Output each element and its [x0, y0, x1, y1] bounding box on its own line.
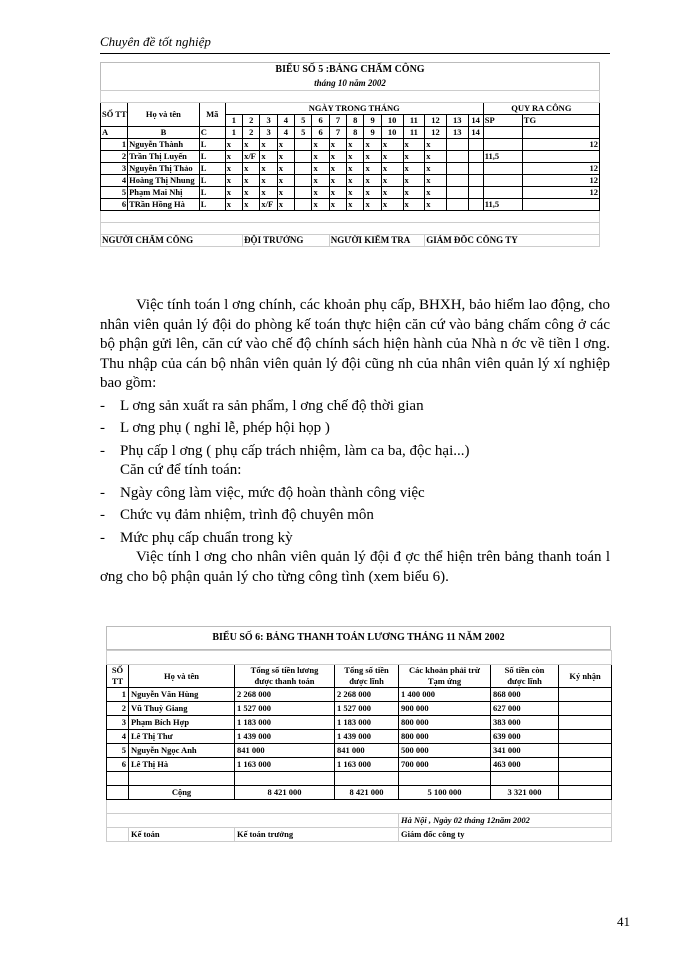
- sig-director: Giám đốc công ty: [399, 828, 612, 842]
- day-mark: x: [403, 163, 425, 175]
- day-mark: x: [225, 187, 242, 199]
- day-mark: [295, 163, 312, 175]
- empty-cell: [468, 175, 483, 187]
- table-row: [107, 744, 612, 758]
- row-signature: [559, 688, 612, 702]
- day-mark: x: [260, 151, 277, 163]
- row-total-received: 1 183 000: [335, 716, 399, 730]
- row-tg: 12: [522, 163, 599, 175]
- col-name-header: Họ và tên: [129, 665, 235, 688]
- day-header: 10: [381, 115, 403, 127]
- row-ma: L: [199, 187, 225, 199]
- day-mark: x: [364, 163, 381, 175]
- day-mark: x: [403, 175, 425, 187]
- sig-timekeeper: NGƯỜI CHẤM CÔNG: [101, 235, 243, 247]
- continuation-line: Căn cứ để tính toán:: [120, 462, 242, 478]
- row-stt: 5: [107, 744, 129, 758]
- day-label: 6: [312, 127, 329, 139]
- day-mark: x: [277, 175, 294, 187]
- table-row: [107, 730, 612, 744]
- total-row: [107, 786, 612, 800]
- day-mark: x: [347, 151, 364, 163]
- day-label: 7: [329, 127, 346, 139]
- paragraph-2: Việc tính l ơng cho nhân viên quản lý đội đ ợc thể hiện trên bảng thanh toán l ơng cho bộ phận quản lý cho từng công tình (xem biểu 6).: [100, 549, 610, 585]
- day-mark: x: [425, 199, 447, 211]
- row-total-received: 1 439 000: [335, 730, 399, 744]
- row-remaining: 868 000: [491, 688, 559, 702]
- col-ma-header: Mã: [199, 103, 225, 127]
- col-remaining-header: [491, 665, 559, 688]
- day-mark: x: [381, 199, 403, 211]
- total-received: 8 421 000: [335, 786, 399, 800]
- day-mark: x: [403, 187, 425, 199]
- payroll-table: [106, 626, 611, 842]
- day-mark: [295, 199, 312, 211]
- table-row: [107, 665, 612, 688]
- total-label: Cộng: [129, 786, 235, 800]
- sig-inspector: NGƯỜI KIỂM TRA: [329, 235, 424, 247]
- day-mark: x: [329, 151, 346, 163]
- row-total-salary: 1 439 000: [235, 730, 335, 744]
- row-tg: [522, 199, 599, 211]
- day-mark: x: [329, 163, 346, 175]
- row-name: TRần Hồng Hà: [128, 199, 200, 211]
- day-mark: x: [243, 163, 260, 175]
- bullet-item: [100, 419, 610, 439]
- day-mark: x: [260, 163, 277, 175]
- day-header: 12: [425, 115, 447, 127]
- bullet-text: Mức phụ cấp chuẩn trong kỳ: [120, 529, 293, 546]
- day-header: 7: [329, 115, 346, 127]
- bullet-text: L ơng phụ ( nghỉ lễ, phép hội họp ): [120, 420, 330, 436]
- row-stt: 2: [101, 151, 128, 163]
- day-label: 2: [243, 127, 260, 139]
- attendance-grid: [100, 90, 600, 247]
- day-mark: x: [277, 139, 294, 151]
- day-mark: x: [260, 187, 277, 199]
- day-label: 13: [446, 127, 468, 139]
- table-row: [101, 151, 600, 163]
- day-mark: x: [364, 175, 381, 187]
- table-row: [107, 800, 612, 814]
- day-label: 11: [403, 127, 425, 139]
- row-remaining: 463 000: [491, 758, 559, 772]
- day-mark: x: [243, 139, 260, 151]
- day-mark: x: [312, 187, 329, 199]
- table-row: [101, 211, 600, 223]
- day-mark: x: [277, 163, 294, 175]
- col-total-received-header: [335, 665, 399, 688]
- row-ma: L: [199, 199, 225, 211]
- row-ma: L: [199, 163, 225, 175]
- row-signature: [559, 744, 612, 758]
- table-row: [107, 688, 612, 702]
- day-mark: x: [425, 175, 447, 187]
- document-date: Hà Nội , Ngày 02 tháng 12năm 2002: [399, 814, 612, 828]
- row-total-salary: 1 527 000: [235, 702, 335, 716]
- header-text: được lĩnh: [349, 676, 384, 686]
- paragraph-1: Việc tính toán l ơng chính, các khoản phụ cấp, BHXH, bảo hiểm lao động, cho nhân viên quản lý đội do phòng kế toán thực hiện căn cứ vào bảng chấm công ở các bộ phận gửi lên, căn cứ vào chế độ chính sách hiện hành của Nhà n ớc về tiền l ơng. Thu nhập của cán bộ nhân viên quản lý đội cũng nh của nhân viên quản lý xí nghiệp bao gồm:: [100, 297, 610, 391]
- row-deductions: 800 000: [399, 716, 491, 730]
- table-row: [101, 91, 600, 103]
- row-remaining: 639 000: [491, 730, 559, 744]
- row-signature: [559, 730, 612, 744]
- col-tg-header: TG: [522, 115, 599, 127]
- row-tg: [522, 151, 599, 163]
- col-total-salary-header: [235, 665, 335, 688]
- table-row: [101, 103, 600, 115]
- day-header: 9: [364, 115, 381, 127]
- label-c: C: [199, 127, 225, 139]
- row-remaining: 627 000: [491, 702, 559, 716]
- row-ma: L: [199, 151, 225, 163]
- row-name: Lê Thị Thư: [129, 730, 235, 744]
- row-sp: [483, 139, 522, 151]
- bullet-text: Ngày công làm việc, mức độ hoàn thành công việc: [120, 484, 425, 501]
- sig-team-leader: ĐỘI TRƯỞNG: [243, 235, 330, 247]
- body-text: [100, 296, 610, 587]
- empty-cell: [468, 199, 483, 211]
- row-stt: 3: [107, 716, 129, 730]
- table-row: [107, 702, 612, 716]
- day-mark: x: [312, 199, 329, 211]
- day-mark: x/F: [243, 151, 260, 163]
- table-row: [107, 716, 612, 730]
- day-label: 4: [277, 127, 294, 139]
- row-deductions: 500 000: [399, 744, 491, 758]
- bullet-text: L ơng sản xuất ra sản phẩm, l ơng chế độ thời gian: [120, 397, 424, 414]
- day-mark: x: [425, 187, 447, 199]
- row-total-salary: 2 268 000: [235, 688, 335, 702]
- bullet-dash: -: [100, 529, 105, 546]
- bullet-item: [100, 442, 610, 462]
- day-mark: x: [381, 163, 403, 175]
- empty-cell: [446, 151, 468, 163]
- col-days-header: NGÀY TRONG THÁNG: [225, 103, 483, 115]
- label-a: A: [101, 127, 128, 139]
- sig-director: GIÁM ĐỐC CÔNG TY: [425, 235, 600, 247]
- empty-cell: [522, 127, 599, 139]
- total-deductions: 5 100 000: [399, 786, 491, 800]
- day-header: 2: [243, 115, 260, 127]
- page-header: [100, 34, 610, 54]
- row-deductions: 700 000: [399, 758, 491, 772]
- day-mark: x: [364, 139, 381, 151]
- row-tg: 12: [522, 187, 599, 199]
- row-total-received: 1 527 000: [335, 702, 399, 716]
- row-deductions: 800 000: [399, 730, 491, 744]
- table-row: [101, 187, 600, 199]
- day-mark: x: [381, 187, 403, 199]
- day-mark: x: [364, 151, 381, 163]
- row-deductions: 900 000: [399, 702, 491, 716]
- bullet-dash: -: [100, 507, 105, 523]
- row-sp: [483, 175, 522, 187]
- day-label: 3: [260, 127, 277, 139]
- day-mark: x: [347, 175, 364, 187]
- day-mark: x: [347, 199, 364, 211]
- day-mark: x: [364, 187, 381, 199]
- row-sp: 11,5: [483, 199, 522, 211]
- day-header: 5: [295, 115, 312, 127]
- row-stt: 3: [101, 163, 128, 175]
- day-label: 9: [364, 127, 381, 139]
- day-mark: x: [329, 175, 346, 187]
- empty-cell: [468, 163, 483, 175]
- bullet-dash: -: [100, 420, 105, 436]
- col-signature-header: Ký nhận: [559, 665, 612, 688]
- row-total-received: 841 000: [335, 744, 399, 758]
- bullet-item: [100, 506, 610, 526]
- day-mark: x: [403, 151, 425, 163]
- empty-cell: [483, 127, 522, 139]
- row-total-received: 1 163 000: [335, 758, 399, 772]
- day-mark: x: [243, 175, 260, 187]
- day-label: 8: [347, 127, 364, 139]
- day-mark: x: [347, 187, 364, 199]
- date-row: [107, 814, 612, 828]
- day-mark: x: [364, 199, 381, 211]
- bullet-text: Chức vụ đảm nhiệm, trình độ chuyên môn: [120, 507, 374, 523]
- row-remaining: 383 000: [491, 716, 559, 730]
- table-row: [101, 163, 600, 175]
- day-mark: x: [312, 139, 329, 151]
- day-mark: x: [225, 175, 242, 187]
- row-tg: 12: [522, 175, 599, 187]
- row-name: Nguyễn Văn Hùng: [129, 688, 235, 702]
- row-name: Phạm Mai Nhị: [128, 187, 200, 199]
- bullet-item: [100, 397, 610, 417]
- total-remaining: 3 321 000: [491, 786, 559, 800]
- table-row: [101, 223, 600, 235]
- day-header: 13: [446, 115, 468, 127]
- bullet-text: Phụ cấp l ơng ( phụ cấp trách nhiệm, làm ca ba, độc hại...): [120, 442, 470, 459]
- col-stt-header: [107, 665, 129, 688]
- empty-cell: [468, 151, 483, 163]
- row-stt: 2: [107, 702, 129, 716]
- bullet-dash: -: [100, 484, 105, 501]
- col-deductions-header: [399, 665, 491, 688]
- attendance-table-subtitle: tháng 10 năm 2002: [100, 77, 600, 90]
- row-stt: 6: [107, 758, 129, 772]
- col-stt-header: SỐ TT: [101, 103, 128, 127]
- row-total-salary: 1 163 000: [235, 758, 335, 772]
- empty-cell: [446, 163, 468, 175]
- row-name: Vũ Thuỳ Giang: [129, 702, 235, 716]
- table-row: [101, 199, 600, 211]
- day-mark: x: [329, 139, 346, 151]
- total-salary: 8 421 000: [235, 786, 335, 800]
- day-mark: x: [425, 139, 447, 151]
- row-signature: [559, 702, 612, 716]
- bullet-item: [100, 529, 610, 549]
- col-name-header: Họ và tên: [128, 103, 200, 127]
- row-sp: [483, 163, 522, 175]
- day-mark: x: [260, 139, 277, 151]
- row-total-received: 2 268 000: [335, 688, 399, 702]
- day-label: 1: [225, 127, 242, 139]
- row-name: Trần Thị Luyến: [128, 151, 200, 163]
- day-mark: [295, 175, 312, 187]
- row-stt: 5: [101, 187, 128, 199]
- bullet-item: [100, 484, 610, 504]
- sig-chief-accountant: Kế toán trưởng: [235, 828, 399, 842]
- label-b: B: [128, 127, 200, 139]
- day-mark: [295, 151, 312, 163]
- row-name: Nguyễn Ngọc Anh: [129, 744, 235, 758]
- row-tg: 12: [522, 139, 599, 151]
- attendance-table-title: BIỂU SỐ 5 :BẢNG CHẤM CÔNG: [100, 62, 600, 77]
- empty-cell: [446, 187, 468, 199]
- table-row: [101, 175, 600, 187]
- day-label: 12: [425, 127, 447, 139]
- day-header: 6: [312, 115, 329, 127]
- row-sp: [483, 187, 522, 199]
- signature-row: [107, 828, 612, 842]
- row-stt: 1: [107, 688, 129, 702]
- day-mark: x: [277, 151, 294, 163]
- day-mark: x: [425, 163, 447, 175]
- header-text: SỐ: [111, 665, 124, 675]
- day-mark: [295, 139, 312, 151]
- day-mark: x: [277, 199, 294, 211]
- header-text: Tạm ứng: [427, 676, 462, 686]
- day-header: 3: [260, 115, 277, 127]
- header-text: Số tiền còn: [504, 665, 545, 675]
- table-row: [101, 127, 600, 139]
- page-number: 41: [617, 914, 630, 929]
- day-mark: x: [381, 151, 403, 163]
- row-total-salary: 1 183 000: [235, 716, 335, 730]
- bullet-dash: -: [100, 397, 105, 414]
- day-mark: x: [381, 175, 403, 187]
- day-mark: x: [329, 187, 346, 199]
- row-stt: 1: [101, 139, 128, 151]
- day-header: 8: [347, 115, 364, 127]
- row-name: Nguyễn Thị Thảo: [128, 163, 200, 175]
- day-mark: x: [381, 139, 403, 151]
- payroll-grid: [106, 650, 612, 842]
- header-text: Tổng số tiền lương: [250, 665, 319, 675]
- header-text: Các khoản phải trừ: [409, 665, 480, 675]
- day-mark: x: [225, 163, 242, 175]
- row-deductions: 1 400 000: [399, 688, 491, 702]
- day-label: 5: [295, 127, 312, 139]
- header-text: Tổng số tiền: [344, 665, 389, 675]
- header-title: Chuyên đề tốt nghiệp: [100, 34, 211, 49]
- empty-cell: [446, 175, 468, 187]
- day-mark: x: [312, 175, 329, 187]
- row-ma: L: [199, 139, 225, 151]
- day-mark: x: [312, 163, 329, 175]
- row-stt: 4: [101, 175, 128, 187]
- day-mark: x: [425, 151, 447, 163]
- empty-cell: [446, 199, 468, 211]
- row-name: Lê Thị Hà: [129, 758, 235, 772]
- empty-cell: [468, 187, 483, 199]
- day-header: 11: [403, 115, 425, 127]
- row-remaining: 341 000: [491, 744, 559, 758]
- row-stt: 6: [101, 199, 128, 211]
- col-quyra-header: QUY RA CÔNG: [483, 103, 599, 115]
- row-ma: L: [199, 175, 225, 187]
- day-mark: x: [312, 151, 329, 163]
- attendance-table: [100, 62, 600, 247]
- day-mark: x: [225, 199, 242, 211]
- payroll-table-title: BIỂU SỐ 6: BẢNG THANH TOÁN LƯƠNG THÁNG 11 NĂM 2002: [106, 626, 611, 650]
- day-mark: x: [260, 175, 277, 187]
- day-mark: x: [403, 139, 425, 151]
- row-name: Hoàng Thị Nhung: [128, 175, 200, 187]
- day-mark: x/F: [260, 199, 277, 211]
- row-sp: 11,5: [483, 151, 522, 163]
- row-stt: 4: [107, 730, 129, 744]
- table-row: [107, 772, 612, 786]
- signature-row: [101, 235, 600, 247]
- sig-accountant: Kế toán: [129, 828, 235, 842]
- row-name: Nguyễn Thành: [128, 139, 200, 151]
- day-mark: x: [225, 151, 242, 163]
- day-header: 1: [225, 115, 242, 127]
- header-text: được thanh toán: [254, 676, 315, 686]
- day-mark: x: [347, 163, 364, 175]
- header-text: TT: [111, 676, 124, 686]
- row-total-salary: 841 000: [235, 744, 335, 758]
- day-label: 10: [381, 127, 403, 139]
- row-name: Phạm Bích Hợp: [129, 716, 235, 730]
- day-mark: x: [277, 187, 294, 199]
- day-header: 14: [468, 115, 483, 127]
- table-row: [107, 651, 612, 665]
- day-mark: x: [403, 199, 425, 211]
- table-row: [107, 758, 612, 772]
- row-signature: [559, 716, 612, 730]
- bullet-dash: -: [100, 442, 105, 459]
- day-mark: x: [225, 139, 242, 151]
- day-mark: x: [347, 139, 364, 151]
- header-text: được lĩnh: [507, 676, 542, 686]
- table-row: [101, 139, 600, 151]
- day-label: 14: [468, 127, 483, 139]
- day-header: 4: [277, 115, 294, 127]
- day-mark: [295, 187, 312, 199]
- empty-cell: [468, 139, 483, 151]
- row-signature: [559, 758, 612, 772]
- col-sp-header: SP: [483, 115, 522, 127]
- day-mark: x: [329, 199, 346, 211]
- empty-cell: [446, 139, 468, 151]
- day-mark: x: [243, 187, 260, 199]
- day-mark: x: [243, 199, 260, 211]
